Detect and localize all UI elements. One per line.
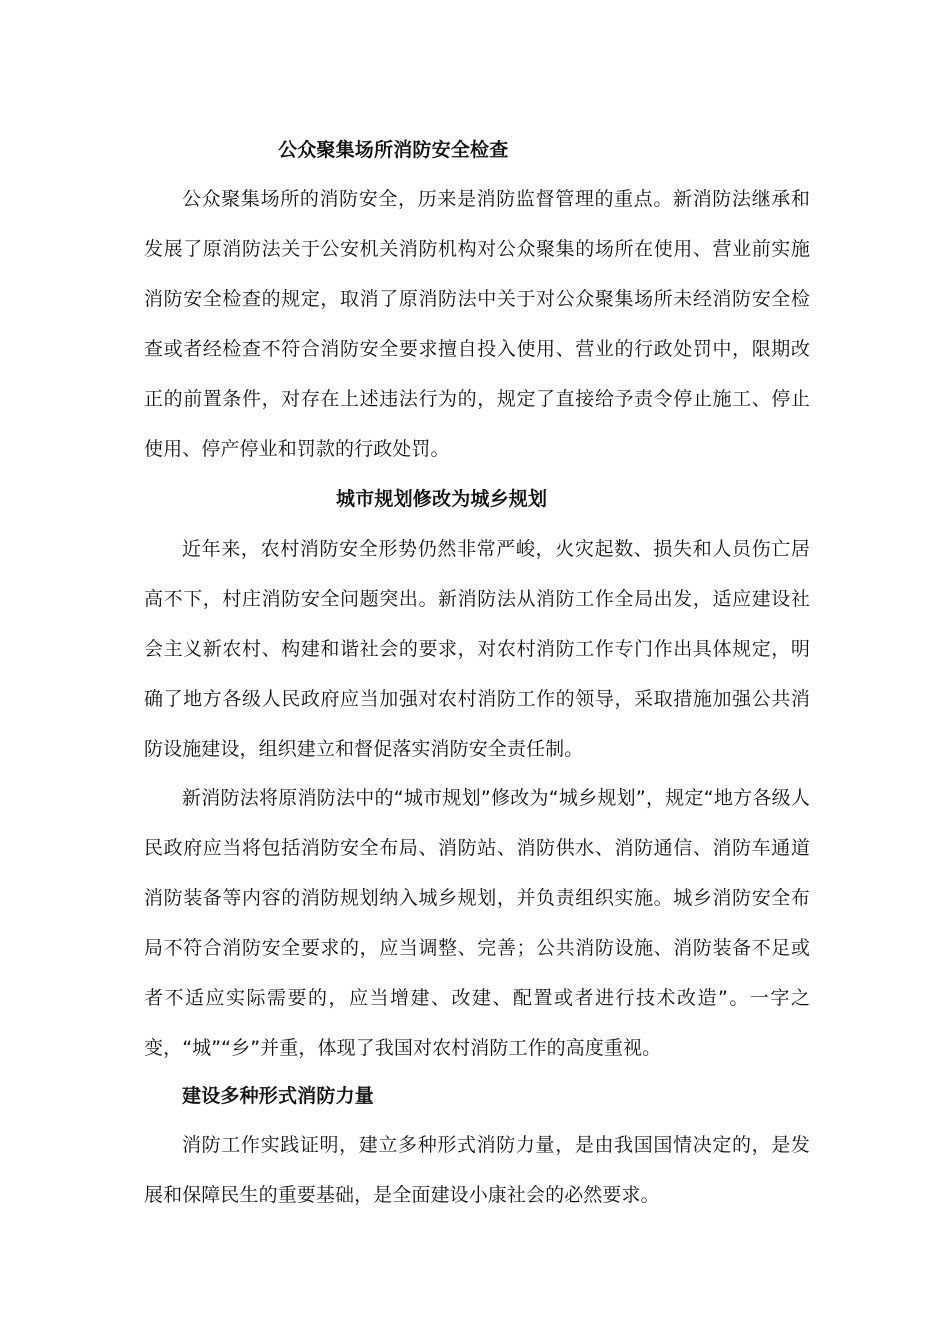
paragraph-fire-forces: 消防工作实践证明，建立多种形式消防力量，是由我国国情决定的，是发展和保障民生的重要基础，是全面建设小康社会的必然要求。 [144,1134,810,1206]
section-heading-public-venues: 公众聚集场所消防安全检查 [278,139,509,161]
paragraph-public-venues: 公众聚集场所的消防安全，历来是消防监督管理的重点。新消防法继承和发展了原消防法关于公安机关消防机构对公众聚集的场所在使用、营业前实施消防安全检查的规定，取消了原消防法中关于对公众聚集场所未经消防安全检查或者经检查不符合消防安全要求擅自投入使用、营业的行政处罚中，限期改正的前置条件，对存在上述违法行为的，规定了直接给予责令停止施工、停止使用、停产停业和罚款的行政处罚。 [144,188,810,460]
paragraph-planning-change: 新消防法将原消防法中的“城市规划”修改为“城乡规划”，规定“地方各级人民政府应当将包括消防安全布局、消防站、消防供水、消防通信、消防车通道消防装备等内容的消防规划纳入城乡规划，并负责组织实施。城乡消防安全布局不符合消防安全要求的，应当调整、完善；公共消防设施、消防装备不足或者不适应实际需要的，应当增建、改建、配置或者进行技术改造”。一字之变，“城”“乡”并重，体现了我国对农村消防工作的高度重视。 [144,787,810,1059]
paragraph-rural-fire-safety: 近年来，农村消防安全形势仍然非常严峻，火灾起数、损失和人员伤亡居高不下，村庄消防安全问题突出。新消防法从消防工作全局出发，适应建设社会主义新农村、构建和谐社会的要求，对农村消防工作专门作出具体规定，明确了地方各级人民政府应当加强对农村消防工作的领导，采取措施加强公共消防设施建设，组织建立和督促落实消防安全责任制。 [144,538,810,760]
section-heading-urban-rural-planning: 城市规划修改为城乡规划 [336,488,548,510]
section-heading-fire-forces: 建设多种形式消防力量 [182,1085,375,1107]
